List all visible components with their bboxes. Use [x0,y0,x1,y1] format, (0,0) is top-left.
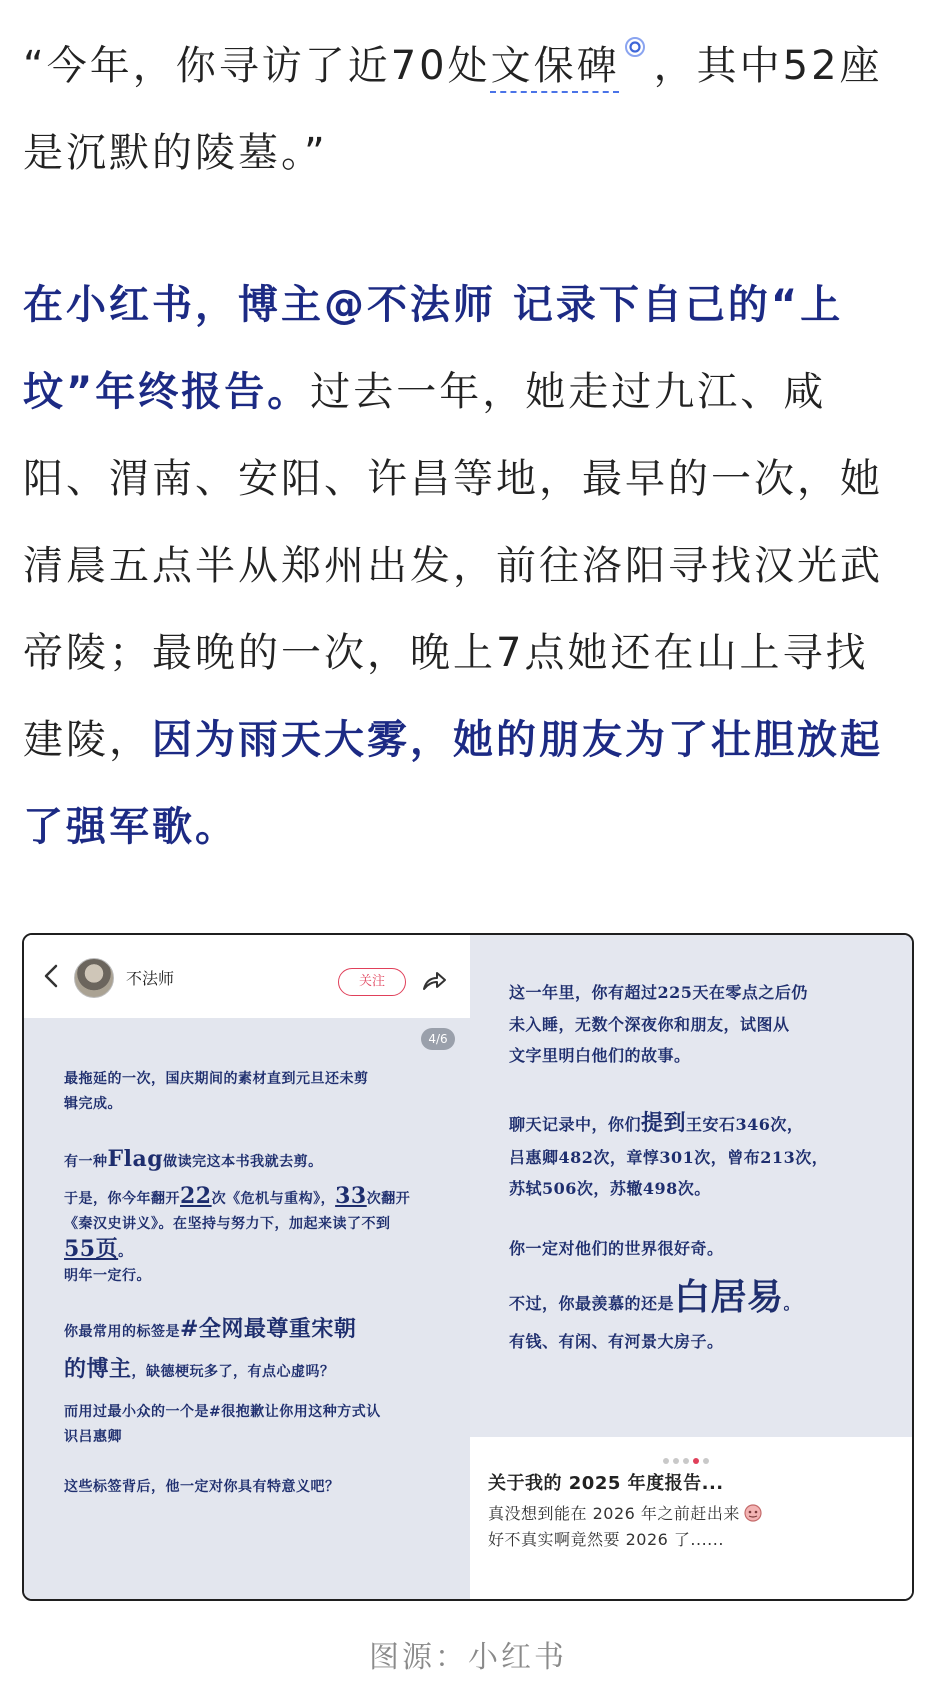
post-title: 关于我的 2025 年度报告... [488,1473,724,1494]
right-text-line: 你一定对他们的世界很好奇。 [509,1239,724,1258]
body-paragraph [23,262,915,871]
carousel-dot [683,1458,689,1464]
left-text-line: 有一种Flag做读完这本书我就去剪。 [64,1146,323,1172]
post-caption-line: 真没想到能在 2026 年之前赶出来 [488,1501,763,1524]
intro-line-2: 是沉默的陵墓。” [23,130,328,176]
right-text-line: 这一年里，你有超过225天在零点之后仍 [509,983,808,1002]
report-page-left [24,935,470,1599]
left-text-line: 于是，你今年翻开22次《危机与重构》，33次翻开 [64,1183,411,1209]
right-text-line: 吕惠卿482次，章惇301次，曾布213次， [509,1148,829,1167]
right-text-line: 苏轼506次，苏辙498次。 [509,1179,711,1198]
body-line-4: 清晨五点半从郑州出发，前往洛阳寻找汉光武 [23,543,883,589]
right-text-line: 文字里明白他们的故事。 [509,1046,691,1065]
right-text-line: 聊天记录中，你们提到王安石346次， [509,1110,804,1136]
body-line-1: 在小红书，博主@不法师 记录下自己的“上 [23,282,844,328]
body-line-5: 帝陵；最晚的一次，晚上7点她还在山上寻找 [23,630,869,676]
body-line-3: 阳、渭南、安阳、许昌等地，最早的一次，她 [23,456,883,502]
post-caption-line: 好不真实啊竟然要 2026 了...... [488,1530,724,1549]
report-page-right [470,935,914,1599]
carousel-dot [703,1458,709,1464]
left-text-line: 《秦汉史讲义》。在坚持与努力下，加起来读了不到 [64,1216,391,1232]
keyword-link-wenbaobei[interactable]: 文保碑 [491,43,620,89]
left-text-line: 你最常用的标签是#全网最尊重宋朝 [64,1316,357,1342]
right-text-line: 未入睡，无数个深夜你和朋友，试图从 [509,1015,790,1034]
image-source-caption: 图源：小红书 [369,1640,567,1675]
left-text-line: 这些标签背后，他一定对你具有特意义吧？ [64,1479,340,1495]
left-text-line: 辑完成。 [64,1096,122,1112]
follow-button[interactable]: 关注 [338,968,406,996]
left-text-line: 识吕惠卿 [64,1429,122,1445]
right-text-line: 有钱、有闲、有河景大房子。 [509,1332,724,1351]
avatar[interactable] [74,958,114,998]
page-indicator: 4/6 [421,1028,455,1050]
left-text-line: 明年一定行。 [64,1268,151,1284]
left-text-line: 的博主，缺德梗玩多了，有点心虚吗？ [64,1356,335,1382]
left-text-line: 最拖延的一次，国庆期间的素材直到元旦还未剪 [64,1071,369,1087]
body-line-6: 建陵，因为雨天大雾，她的朋友为了壮胆放起 [23,717,883,763]
search-link-icon [623,35,647,59]
left-text-line: 55页。 [64,1236,133,1262]
username[interactable]: 不法师 [126,969,175,988]
carousel-dot [673,1458,679,1464]
carousel-dot [663,1458,669,1464]
post-header [24,935,470,1018]
body-line-2: 坟”年终报告。过去一年，她走过九江、咸 [23,369,827,415]
carousel-dot-active [693,1458,699,1464]
left-text-line: 而用过最小众的一个是#很抱歉让你用这种方式认 [64,1404,381,1420]
back-arrow-icon[interactable] [40,961,64,991]
intro-line-1: “今年，你寻访了近70处文保碑 ，其中52座 [23,23,915,110]
embedded-screenshot [22,933,914,1601]
right-text-line: 不过，你最羡慕的还是白居易。 [509,1276,801,1318]
post-caption [470,1437,914,1599]
carousel-dots [663,1449,713,1457]
blush-emoji-icon [743,1504,763,1522]
share-icon[interactable] [420,967,448,995]
intro-paragraph [23,23,915,197]
body-line-7: 了强军歌。 [23,804,238,850]
